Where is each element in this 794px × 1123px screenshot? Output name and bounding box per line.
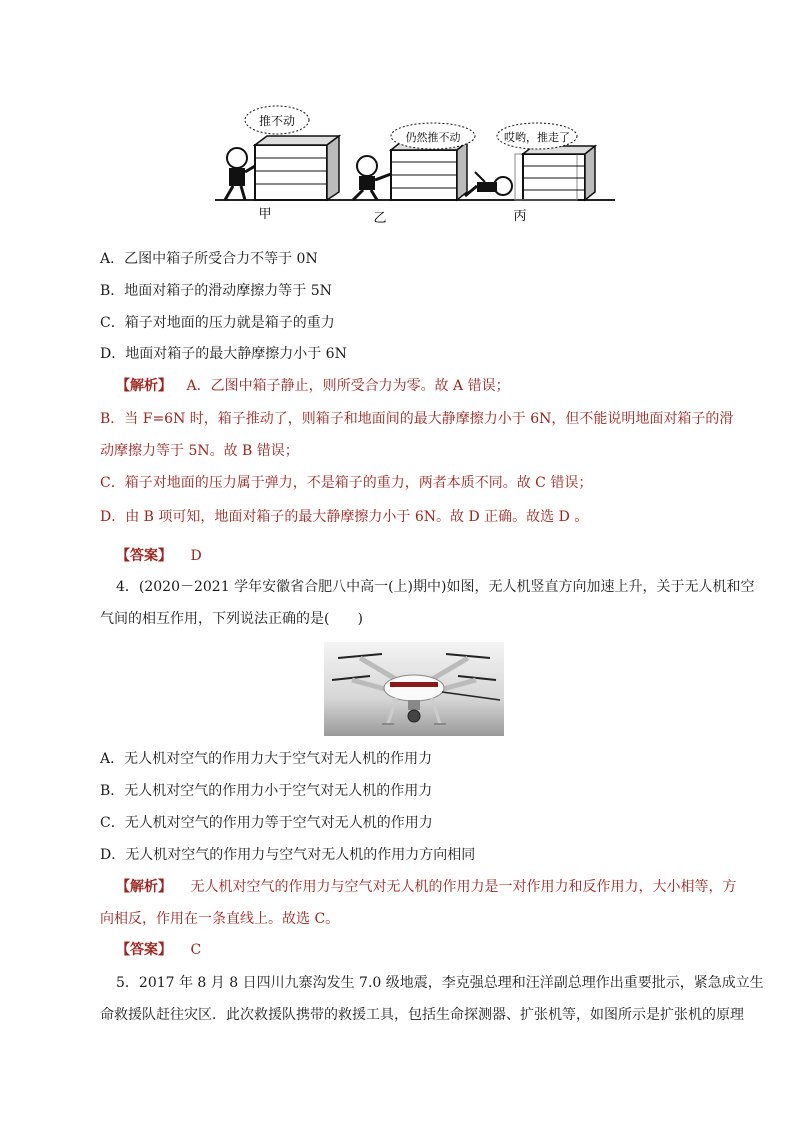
- q3-analysis-line-5: D．由 B 项可知，地面对箱子的最大静摩擦力小于 6N。故 D 正确。故选 D 。: [100, 509, 589, 525]
- person-jia: [225, 148, 255, 200]
- box-pushing-figure: [215, 100, 615, 228]
- box-bing: [515, 146, 595, 200]
- q3-analysis-line-2: B．当 F=6N 时，箱子推动了，则箱子和地面间的最大静摩擦力小于 6N，但不能说明地面对箱子的滑: [100, 411, 734, 427]
- answer-value: C: [190, 942, 202, 958]
- analysis-tag: 【解析】: [116, 879, 172, 895]
- q4-option-a: A．无人机对空气的作用力大于空气对无人机的作用力: [100, 751, 433, 767]
- person-bing: [465, 172, 512, 196]
- q3-option-a: A．乙图中箱子所受合力不等于 0N: [100, 251, 318, 267]
- q3-option-d: D．地面对箱子的最大静摩擦力小于 6N: [100, 346, 347, 362]
- label-jia: 甲: [258, 207, 272, 222]
- label-yi: 乙: [373, 211, 387, 226]
- analysis-text: 无人机对空气的作用力与空气对无人机的作用力是一对作用力和反作用力，大小相等，方: [190, 879, 737, 895]
- drone-figure: [324, 642, 504, 736]
- answer-tag: 【答案】: [116, 548, 172, 564]
- q3-analysis-line-3: 动摩擦力等于 5N。故 B 错误；: [100, 443, 299, 459]
- q4-stem-line-2: 气间的相互作用，下列说法正确的是( ): [100, 611, 363, 627]
- q4-answer: [116, 940, 201, 960]
- q4-option-b: B．无人机对空气的作用力小于空气对无人机的作用力: [100, 783, 433, 799]
- answer-value: D: [190, 548, 202, 564]
- q3-analysis: [116, 376, 510, 396]
- box-yi: [391, 142, 467, 200]
- bubble-jia-text: 推不动: [258, 114, 296, 128]
- q4-stem-line-1: 4．(2020－2021 学年安徽省合肥八中高一(上)期中)如图，无人机竖直方向加速上升，关于无人机和空: [116, 579, 755, 595]
- bubble-yi-text: 仍然推不动: [405, 131, 461, 144]
- q3-option-b: B．地面对箱子的滑动摩擦力等于 5N: [100, 283, 332, 299]
- label-bing: 丙: [513, 209, 527, 224]
- q4-analysis: [116, 877, 736, 897]
- bubble-bing-text: 哎哟，推走了: [504, 131, 570, 144]
- box-jia: [255, 136, 339, 200]
- q3-option-c: C．箱子对地面的压力就是箱子的重力: [100, 315, 335, 331]
- q3-answer: [116, 546, 202, 566]
- analysis-tag: 【解析】: [116, 378, 172, 394]
- answer-tag: 【答案】: [116, 942, 172, 958]
- q5-stem-line-1: 5．2017 年 8 月 8 日四川九寨沟发生 7.0 级地震，李克强总理和汪洋副总理作出重要批示，紧急成立生: [116, 975, 764, 991]
- q4-analysis-line-2: 向相反，作用在一条直线上。故选 C。: [100, 911, 340, 927]
- q4-option-c: C．无人机对空气的作用力等于空气对无人机的作用力: [100, 815, 433, 831]
- q4-option-d: D．无人机对空气的作用力与空气对无人机的作用力方向相同: [100, 847, 476, 863]
- person-yi: [353, 156, 391, 200]
- analysis-text: A．乙图中箱子静止，则所受合力为零。故 A 错误；: [186, 378, 510, 394]
- q3-analysis-line-4: C．箱子对地面的压力属于弹力，不是箱子的重力，两者本质不同。故 C 错误；: [100, 475, 593, 491]
- q5-stem-line-2: 命救援队赶往灾区．此次救援队携带的救援工具，包括生命探测器、扩张机等，如图所示是扩张机的原理: [100, 1007, 744, 1023]
